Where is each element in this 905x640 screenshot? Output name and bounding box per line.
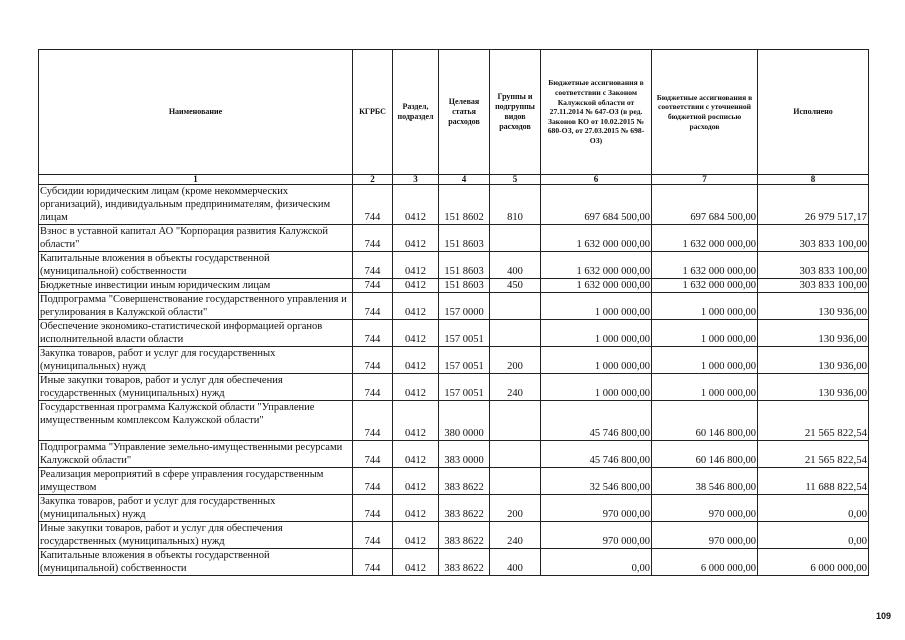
row-kgrbs: 744 [353, 279, 393, 293]
row-executed: 6 000 000,00 [758, 549, 869, 576]
table-row [39, 522, 869, 549]
column-number: 7 [652, 175, 758, 185]
header-section: Раздел, подраздел [393, 50, 439, 175]
column-number: 4 [439, 175, 490, 185]
row-kgrbs: 744 [353, 374, 393, 401]
row-group: 400 [490, 549, 541, 576]
row-target: 157 0051 [439, 374, 490, 401]
row-executed: 21 565 822,54 [758, 441, 869, 468]
row-group: 200 [490, 347, 541, 374]
row-group [490, 320, 541, 347]
column-number: 6 [541, 175, 652, 185]
row-group: 200 [490, 495, 541, 522]
row-budget-list: 1 632 000 000,00 [652, 279, 758, 293]
row-budget-list: 1 000 000,00 [652, 347, 758, 374]
row-budget-list: 6 000 000,00 [652, 549, 758, 576]
row-group: 810 [490, 185, 541, 225]
table-row [39, 279, 869, 293]
column-number: 5 [490, 175, 541, 185]
row-budget-law: 1 632 000 000,00 [541, 279, 652, 293]
header-budget-law: Бюджетные ассигнования в соответствии с Законом Калужской области от 27.11.2014 № 647-ОЗ (в ред. Законов КО от 10.02.2015 № 680-ОЗ, от 27.03.2015 № 698-ОЗ) [541, 50, 652, 175]
row-group [490, 441, 541, 468]
row-section: 0412 [393, 185, 439, 225]
row-section: 0412 [393, 225, 439, 252]
table-row [39, 293, 869, 320]
header-executed: Исполнено [758, 50, 869, 175]
row-section: 0412 [393, 495, 439, 522]
row-name: Взнос в уставной капитал АО "Корпорация развития Калужской области" [39, 225, 353, 252]
row-target: 151 8603 [439, 252, 490, 279]
row-budget-list: 970 000,00 [652, 495, 758, 522]
row-budget-law: 32 546 800,00 [541, 468, 652, 495]
row-target: 151 8603 [439, 225, 490, 252]
row-budget-list: 60 146 800,00 [652, 441, 758, 468]
row-kgrbs: 744 [353, 495, 393, 522]
table-row [39, 441, 869, 468]
row-group: 240 [490, 522, 541, 549]
row-budget-list: 60 146 800,00 [652, 401, 758, 441]
table-row [39, 401, 869, 441]
row-section: 0412 [393, 293, 439, 320]
row-section: 0412 [393, 468, 439, 495]
row-executed: 303 833 100,00 [758, 252, 869, 279]
row-executed: 26 979 517,17 [758, 185, 869, 225]
row-kgrbs: 744 [353, 252, 393, 279]
row-executed: 303 833 100,00 [758, 279, 869, 293]
row-name: Иные закупки товаров, работ и услуг для обеспечения государственных (муниципальных) нужд [39, 522, 353, 549]
row-budget-list: 1 000 000,00 [652, 374, 758, 401]
row-budget-law: 1 000 000,00 [541, 320, 652, 347]
header-budget-list: Бюджетные ассигнования в соответствии с уточненной бюджетной росписью расходов [652, 50, 758, 175]
row-group [490, 225, 541, 252]
row-kgrbs: 744 [353, 225, 393, 252]
table-row [39, 374, 869, 401]
column-number: 1 [39, 175, 353, 185]
row-target: 151 8603 [439, 279, 490, 293]
row-target: 380 0000 [439, 401, 490, 441]
table-row [39, 468, 869, 495]
table-body [39, 185, 869, 576]
row-target: 383 8622 [439, 522, 490, 549]
row-name: Государственная программа Калужской области "Управление имущественным комплексом Калужской области" [39, 401, 353, 441]
header-kgrbs: КГРБС [353, 50, 393, 175]
table-row [39, 320, 869, 347]
row-executed: 303 833 100,00 [758, 225, 869, 252]
row-section: 0412 [393, 401, 439, 441]
row-kgrbs: 744 [353, 347, 393, 374]
row-executed: 130 936,00 [758, 374, 869, 401]
row-section: 0412 [393, 374, 439, 401]
header-row [39, 50, 869, 175]
row-budget-law: 1 000 000,00 [541, 374, 652, 401]
row-section: 0412 [393, 252, 439, 279]
row-executed: 130 936,00 [758, 320, 869, 347]
row-group [490, 468, 541, 495]
row-executed: 21 565 822,54 [758, 401, 869, 441]
row-budget-law: 970 000,00 [541, 522, 652, 549]
table-row [39, 347, 869, 374]
header-name: Наименование [39, 50, 353, 175]
row-kgrbs: 744 [353, 522, 393, 549]
row-kgrbs: 744 [353, 441, 393, 468]
row-budget-law: 697 684 500,00 [541, 185, 652, 225]
row-budget-list: 970 000,00 [652, 522, 758, 549]
row-budget-law: 45 746 800,00 [541, 401, 652, 441]
row-kgrbs: 744 [353, 549, 393, 576]
row-executed: 130 936,00 [758, 347, 869, 374]
row-kgrbs: 744 [353, 401, 393, 441]
row-target: 383 8622 [439, 468, 490, 495]
table-row [39, 185, 869, 225]
row-name: Закупка товаров, работ и услуг для государственных (муниципальных) нужд [39, 495, 353, 522]
table-row [39, 495, 869, 522]
row-group: 450 [490, 279, 541, 293]
row-name: Иные закупки товаров, работ и услуг для обеспечения государственных (муниципальных) нужд [39, 374, 353, 401]
header-groups: Группы и подгруппы видов расходов [490, 50, 541, 175]
row-name: Подпрограмма "Управление земельно-имущественными ресурсами Калужской области" [39, 441, 353, 468]
budget-table [38, 49, 869, 576]
row-kgrbs: 744 [353, 320, 393, 347]
row-budget-law: 1 632 000 000,00 [541, 252, 652, 279]
row-kgrbs: 744 [353, 468, 393, 495]
row-target: 157 0000 [439, 293, 490, 320]
row-budget-law: 45 746 800,00 [541, 441, 652, 468]
row-budget-list: 1 000 000,00 [652, 320, 758, 347]
row-budget-list: 697 684 500,00 [652, 185, 758, 225]
row-section: 0412 [393, 279, 439, 293]
row-section: 0412 [393, 522, 439, 549]
column-number: 3 [393, 175, 439, 185]
table-row [39, 252, 869, 279]
table-row [39, 225, 869, 252]
row-budget-law: 1 632 000 000,00 [541, 225, 652, 252]
column-number: 2 [353, 175, 393, 185]
row-kgrbs: 744 [353, 185, 393, 225]
column-number: 8 [758, 175, 869, 185]
row-executed: 0,00 [758, 522, 869, 549]
row-target: 383 0000 [439, 441, 490, 468]
page-number: 109 [875, 611, 891, 621]
table-row [39, 549, 869, 576]
row-group [490, 401, 541, 441]
row-budget-law: 1 000 000,00 [541, 293, 652, 320]
row-budget-list: 1 632 000 000,00 [652, 225, 758, 252]
row-budget-list: 38 546 800,00 [652, 468, 758, 495]
row-budget-list: 1 632 000 000,00 [652, 252, 758, 279]
row-section: 0412 [393, 549, 439, 576]
row-name: Капитальные вложения в объекты государственной (муниципальной) собственности [39, 252, 353, 279]
row-name: Обеспечение экономико-статистической информацией органов исполнительной власти области [39, 320, 353, 347]
row-executed: 130 936,00 [758, 293, 869, 320]
row-executed: 11 688 822,54 [758, 468, 869, 495]
row-group [490, 293, 541, 320]
row-section: 0412 [393, 441, 439, 468]
row-group: 400 [490, 252, 541, 279]
row-budget-law: 0,00 [541, 549, 652, 576]
row-target: 383 8622 [439, 495, 490, 522]
row-group: 240 [490, 374, 541, 401]
row-executed: 0,00 [758, 495, 869, 522]
row-target: 157 0051 [439, 347, 490, 374]
row-name: Реализация мероприятий в сфере управления государственным имуществом [39, 468, 353, 495]
row-section: 0412 [393, 320, 439, 347]
row-section: 0412 [393, 347, 439, 374]
row-kgrbs: 744 [353, 293, 393, 320]
row-target: 157 0051 [439, 320, 490, 347]
row-target: 151 8602 [439, 185, 490, 225]
row-name: Капитальные вложения в объекты государственной (муниципальной) собственности [39, 549, 353, 576]
row-budget-law: 970 000,00 [541, 495, 652, 522]
row-budget-list: 1 000 000,00 [652, 293, 758, 320]
row-name: Бюджетные инвестиции иным юридическим лицам [39, 279, 353, 293]
row-name: Подпрограмма "Совершенствование государственного управления и регулирования в Калужской области" [39, 293, 353, 320]
row-target: 383 8622 [439, 549, 490, 576]
column-number-row [39, 175, 869, 185]
row-budget-law: 1 000 000,00 [541, 347, 652, 374]
row-name: Субсидии юридическим лицам (кроме некоммерческих организаций), индивидуальным предпринимателям, физическим лицам [39, 185, 353, 225]
header-target: Целевая статья расходов [439, 50, 490, 175]
row-name: Закупка товаров, работ и услуг для государственных (муниципальных) нужд [39, 347, 353, 374]
